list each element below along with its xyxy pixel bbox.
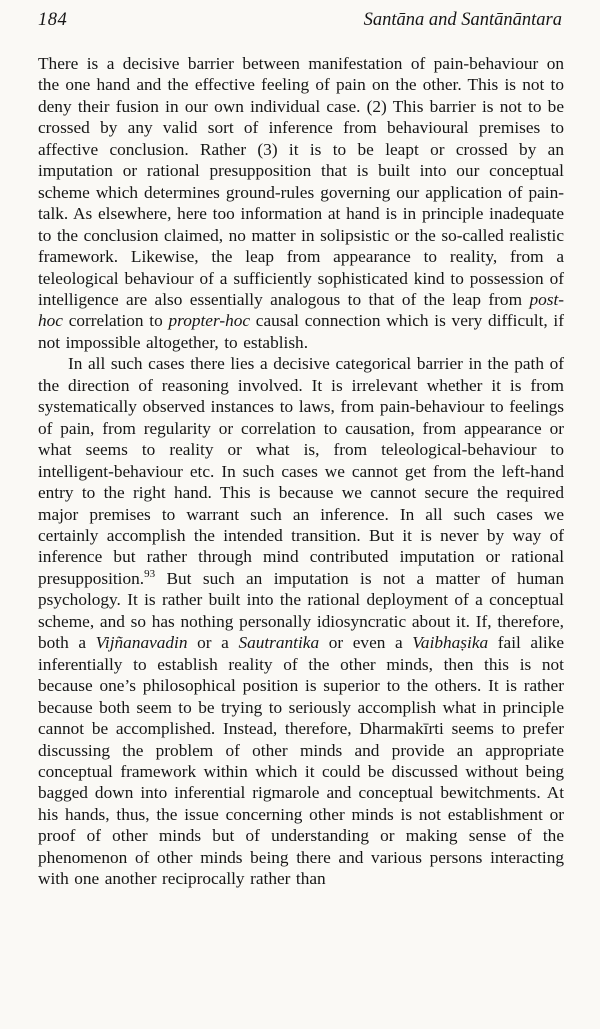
text-run: There is a decisive barrier between manifestation of pain-behaviour on the one hand and the effective feeling of pain on the other. This is not to deny their fusion in our own individual case. (2) This barrier is not to be crossed by any valid sort of inference from behavioural premises to affective conclusion. Rather (3) it is to be leapt or crossed by an imputation or rational presupposition that is built into our conceptual scheme which determines ground-rules governing our application of pain-talk. As elsewhere, here too information at hand is in principle inadequate to the conclusion claimed, no matter in solipsistic or the so-called realistic framework. Likewise, the leap from appearance to reality, from a teleological behaviour of a sufficiently sophisticated kind to possession of intelligence are also essentially analogous to that of the leap from <box>38 54 564 309</box>
text-run: correlation to <box>62 311 169 331</box>
italic-term: post-hoc <box>38 289 564 331</box>
page-body <box>38 53 564 890</box>
text-run: causal connection which is very difficult, if not impossible altogether, to establish. <box>38 311 564 352</box>
italic-term: Vaibhaṣika <box>412 633 489 653</box>
italic-term: propter-hoc <box>168 311 251 331</box>
text-run: or a <box>187 633 239 653</box>
text-run: fail alike inferentially to establish reality of the other minds, then this is not because one’s philosophical position is superior to the others. It is rather because both seem to be trying to seriously accomplish what in principle cannot be accomplished. Instead, therefore, Dharmakīrti seems to prefer discussing the problem of other minds and provide an appropriate conceptual framework within which it could be discussed without being bagged down into inferential rigmarole and conceptual bewitchments. At his hands, thus, the issue concerning other minds is not establishment or proof of other minds but of understanding or making sense of the phenomenon of other minds being there and various persons interacting with one another reciprocally rather than <box>38 633 564 889</box>
paragraph <box>38 53 564 353</box>
running-title: Santāna and Santānāntara <box>363 10 562 30</box>
text-run: or even a <box>319 633 413 653</box>
paragraph <box>38 353 564 889</box>
italic-term: Vijñanavadin <box>95 633 188 653</box>
footnote-ref: 93 <box>144 568 156 581</box>
page-number: 184 <box>38 10 68 30</box>
italic-term: Sautrantika <box>238 633 320 653</box>
text-run: But such an imputation is not a matter of human psychology. It is rather built into the rational deployment of a conceptual scheme, and so has nothing personally idiosyncratic about it. If, therefore, both a <box>38 568 564 653</box>
text-run: In all such cases there lies a decisive categorical barrier in the path of the direction of reasoning involved. It is irrelevant whether it is from systematically observed instances to laws, from pain-behaviour to feelings of pain, from regularity or correlation to causation, from appearance or what seems to reality or what is, from teleological-behaviour to intelligent-behaviour etc. In such cases we cannot get from the left-hand entry to the right hand. This is because we cannot secure the required major premises to warrant such an inference. In all such cases we certainly accomplish the intended transition. But it is never by way of inference but rather through mind contributed imputation or rational presupposition. <box>38 354 564 588</box>
running-head <box>38 10 564 31</box>
